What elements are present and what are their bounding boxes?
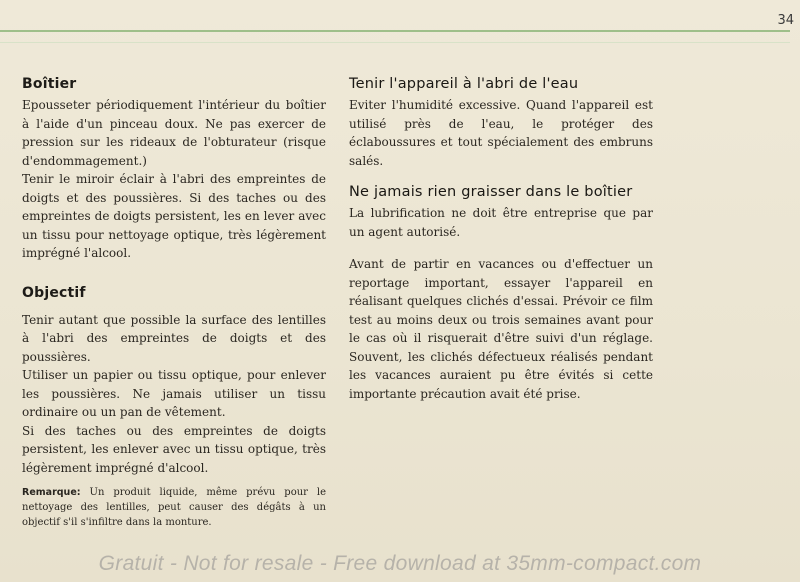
heading-water: Tenir l'appareil à l'abri de l'eau <box>349 76 579 92</box>
remark-text: Un produit liquide, même prévu pour le nettoyage des lentilles, peut causer des dégâts à un objectif s'il s'infiltre dans la monture. <box>22 487 326 528</box>
remark-label: Remarque: <box>22 487 81 498</box>
no-grease-paragraph-2: Avant de partir en vacances ou d'effectuer un reportage important, essayer l'appareil en réalisant quelques clichés d'essai. Prévoir ce film test au moins deux ou trois semaines avant pour le cas où il risquerait d'être suivi d'un réglage. Souvent, les clichés défectueux réalisés pendant les vacances auraient pu être évités si cette importante précaution avait été prise. <box>349 257 653 401</box>
header-rule <box>0 30 790 32</box>
watermark: Gratuit - Not for resale - Free download at 35mm-compact.com <box>98 552 702 575</box>
objectif-paragraph-1: Tenir autant que possible la surface des lentilles à l'abri des empreintes de doigts et des poussières. <box>22 312 326 364</box>
boitier-paragraph-2: Tenir le miroir éclair à l'abri des empreintes de doigts et des poussières. Si des taches ou des empreintes de doigts persistent, les en lever avec un tissu pour nettoyage optique, très légèrement imprégné l'alcool. <box>22 172 326 260</box>
header-rule-light <box>0 42 790 43</box>
boitier-paragraph-1: Epousseter périodiquement l'intérieur du boîtier à l'aide d'un pinceau doux. Ne pas exercer de pression sur les rideaux de l'obturateur (risque d'endommagement.) <box>22 98 326 168</box>
remark-note <box>22 485 326 530</box>
section-no-grease <box>349 184 653 403</box>
page-number: 34 <box>777 13 794 28</box>
heading-no-grease: Ne jamais rien graisser dans le boîtier <box>349 184 633 200</box>
left-column <box>22 76 326 530</box>
section-water <box>349 76 653 170</box>
section-objectif <box>22 285 326 531</box>
heading-boitier: Boîtier <box>22 76 77 92</box>
objectif-paragraph-2: Utiliser un papier ou tissu optique, pour enlever les poussières. Ne jamais utiliser un tissu ordinaire ou un pan de vêtement. <box>22 368 326 419</box>
right-column <box>349 76 653 403</box>
heading-objectif: Objectif <box>22 284 86 301</box>
objectif-paragraph-3: Si des taches ou des empreintes de doigts persistent, les enlever avec un tissu optique, très légèrement imprégné d'alcool. <box>22 423 326 475</box>
no-grease-paragraph-1: La lubrification ne doit être entreprise que par un agent autorisé. <box>349 206 653 239</box>
water-paragraph: Eviter l'humidité excessive. Quand l'appareil est utilisé près de l'eau, le protéger des éclaboussures et tout spécialement des embruns salés. <box>349 98 653 168</box>
section-boitier <box>22 76 326 263</box>
